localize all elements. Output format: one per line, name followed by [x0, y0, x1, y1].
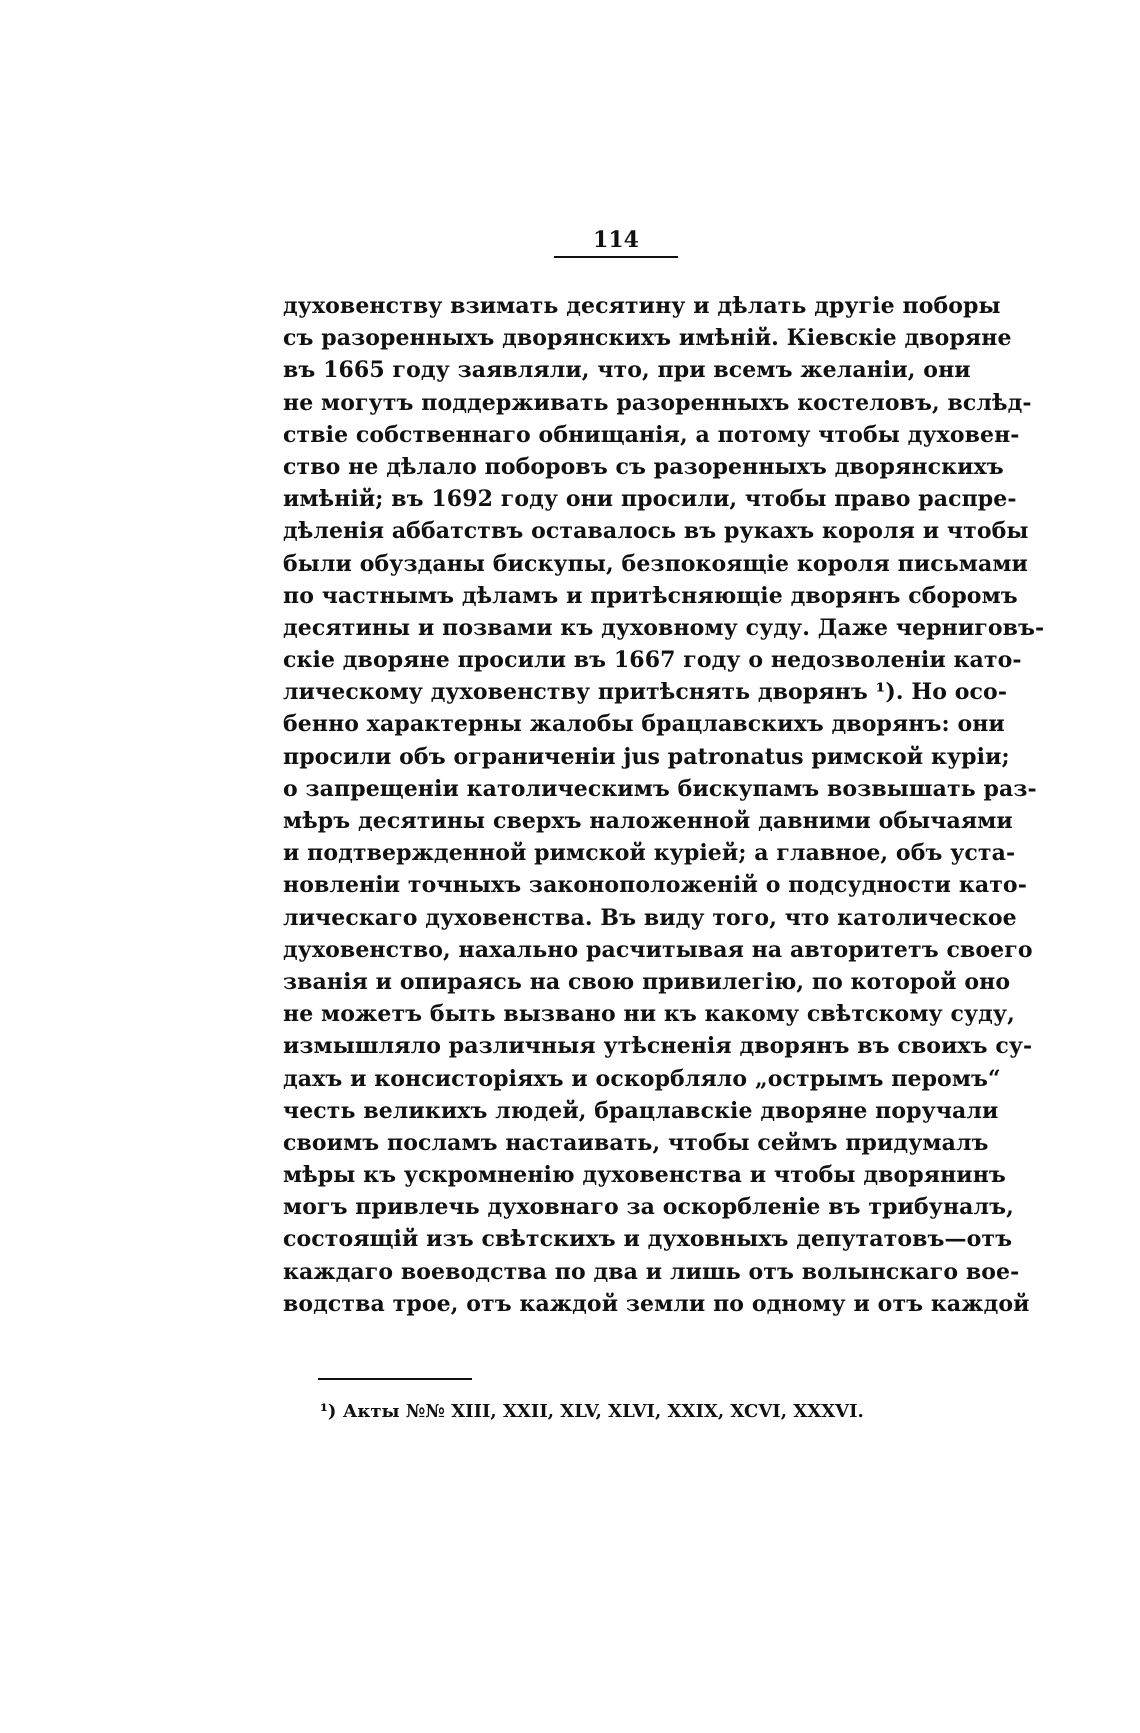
footnote-divider	[318, 1378, 472, 1380]
body-text	[283, 290, 1045, 1320]
text-line: званія и опираясь на свою привилегію, по которой оно	[283, 968, 1011, 995]
text-line: лическому духовенству притѣснять дворянъ ¹). Но осо-	[283, 679, 1008, 706]
text-line: ствіе собственнаго обнищанія, а потому чтобы духовен-	[283, 421, 1020, 448]
text-line: не могутъ поддерживать разоренныхъ костеловъ, вслѣд-	[283, 389, 1032, 416]
text-line: въ 1665 году заявляли, что, при всемъ желаніи, они	[283, 357, 971, 384]
text-line: новленіи точныхъ законоположеній о подсудности като-	[283, 872, 1027, 899]
text-line: мѣръ десятины сверхъ наложенной давними обычаями	[283, 808, 1013, 834]
text-line: ство не дѣлало поборовъ съ разоренныхъ дворянскихъ	[283, 453, 1004, 480]
text-line: мѣры къ ускромненію духовенства и чтобы дворянинъ	[283, 1162, 1006, 1189]
text-line: могъ привлечь духовнаго за оскорбленіе въ трибуналъ,	[283, 1194, 1014, 1221]
text-line: о запрещеніи католическимъ бискупамъ возвышать раз-	[283, 775, 1037, 802]
text-line: дѣленія аббатствъ оставалось въ рукахъ короля и чтобы	[283, 518, 1029, 545]
text-line: честь великихъ людей, брацлавскіе дворяне поручали	[283, 1097, 999, 1124]
text-line: просили объ ограниченіи jus patronatus римской куріи;	[283, 743, 1010, 770]
text-line: были обузданы бискупы, безпокоящіе короля письмами	[283, 550, 1028, 577]
text-line: своимъ посламъ настаивать, чтобы сеймъ придумалъ	[283, 1129, 989, 1156]
text-line: каждаго воеводства по два и лишь отъ волынскаго вое-	[283, 1258, 1020, 1285]
text-line: бенно характерны жалобы брацлавскихъ дворянъ: они	[283, 711, 1005, 738]
text-line: по частнымъ дѣламъ и притѣсняющіе дворянъ сборомъ	[283, 582, 1018, 609]
text-line: съ разоренныхъ дворянскихъ имѣній. Кіевскіе дворяне	[283, 325, 1012, 352]
text-line: лическаго духовенства. Въ виду того, что католическое	[283, 904, 1017, 931]
page-number: 114	[554, 228, 678, 258]
text-line: духовенству взимать десятину и дѣлать другіе поборы	[283, 293, 1001, 319]
text-line: дахъ и консисторіяхъ и оскорбляло „острымъ перомъ“	[283, 1065, 1001, 1092]
text-line: духовенство, нахально расчитывая на авторитетъ своего	[283, 936, 1033, 963]
text-line: и подтвержденной римской куріей; а главное, объ уста-	[283, 840, 1016, 867]
text-line: водства трое, отъ каждой земли по одному и отъ каждой	[283, 1290, 1030, 1317]
text-line: скіе дворяне просили въ 1667 году о недозволеніи като-	[283, 647, 1022, 674]
footnote-text: Акты №№ XIII, XXII, XLV, XLVI, XXIX, XCVI, XXXVI.	[342, 1401, 864, 1422]
text-line: имѣній; въ 1692 году они просили, чтобы право распре-	[283, 486, 1017, 513]
footnote	[320, 1401, 864, 1423]
footnote-marker: ¹)	[320, 1401, 337, 1422]
text-line: состоящій изъ свѣтскихъ и духовныхъ депутатовъ—отъ	[283, 1226, 1013, 1253]
text-line: десятины и позвами къ духовному суду. Даже черниговъ-	[283, 614, 1045, 641]
text-line: не можетъ быть вызвано ни къ какому свѣтскому суду,	[283, 1001, 1015, 1028]
text-line: измышляло различныя утѣсненія дворянъ въ своихъ су-	[283, 1033, 1033, 1060]
